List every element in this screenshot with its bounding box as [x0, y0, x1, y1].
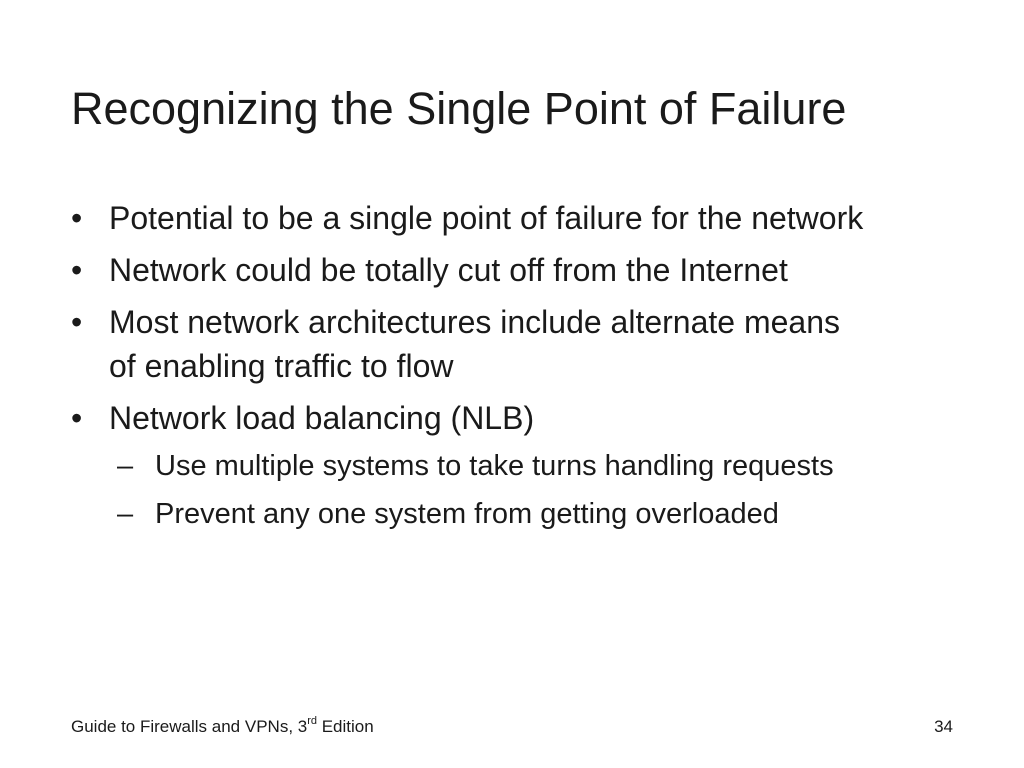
- sub-bullet-item: [109, 444, 971, 488]
- bullet-item: [71, 396, 971, 536]
- bullet-marker: •: [71, 200, 83, 236]
- bullet-item: [71, 248, 971, 292]
- footer-book-title: [71, 716, 374, 738]
- sub-bullet-list: [109, 444, 971, 536]
- bullet-item: [71, 300, 971, 388]
- footer-title-prefix: Guide to Firewalls and VPNs, 3: [71, 717, 308, 736]
- footer-title-suffix: Edition: [317, 717, 374, 736]
- slide-title: Recognizing the Single Point of Failure: [71, 83, 847, 134]
- sub-bullet-text: Use multiple systems to take turns handling requests: [155, 450, 834, 482]
- bullet-text: Potential to be a single point of failure for the network: [109, 200, 864, 236]
- page-number: 34: [934, 717, 953, 736]
- bullet-item: [71, 196, 971, 240]
- bullet-marker: •: [71, 252, 83, 288]
- sub-bullet-marker: –: [117, 450, 134, 482]
- sub-bullet-item: [109, 492, 971, 536]
- bullet-text: Network load balancing (NLB): [109, 400, 535, 436]
- bullet-text: Network could be totally cut off from the Internet: [109, 252, 788, 288]
- sub-bullet-text: Prevent any one system from getting overloaded: [155, 498, 779, 530]
- bullet-text: Most network architectures include alternate means of enabling traffic to flow: [109, 304, 841, 384]
- sub-bullet-marker: –: [117, 498, 134, 530]
- footer-title-superscript: rd: [307, 715, 317, 728]
- bullet-marker: •: [71, 400, 83, 436]
- bullet-list: [71, 196, 971, 540]
- bullet-marker: •: [71, 304, 83, 340]
